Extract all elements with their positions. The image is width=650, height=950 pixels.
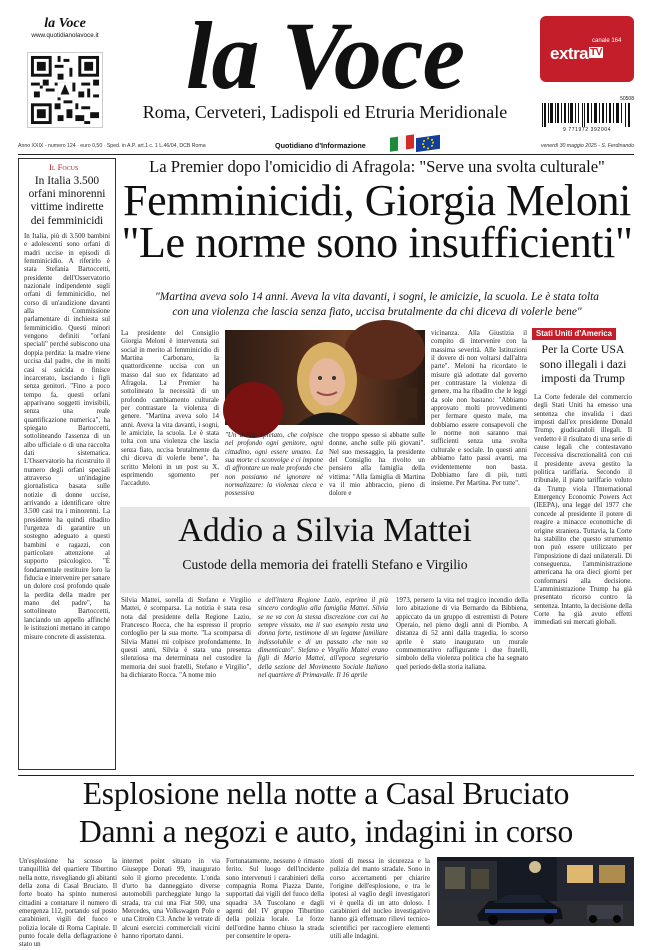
qr-title: la Voce — [44, 16, 86, 31]
casal-headline-1[interactable]: Esplosione nella notte a Casal Bruciato — [82, 776, 570, 811]
main-kicker: La Premier dopo l'omicidio di Afragola: "Serve una svolta culturale" — [149, 157, 605, 176]
barcode — [540, 96, 634, 136]
main-headline-1[interactable]: Femminicidi, Giorgia Meloni — [123, 176, 631, 225]
main-col-3: che troppo spesso si abbatte sulle donne, anche sulle più giovani". Nel suo messaggio, la presidente del Consiglio ha rivolto un pensiero alla famiglia della vittima: "Alla famiglia di Martina va il mio abbraccio, pieno di dolore e — [329, 432, 425, 498]
mattei-band — [120, 507, 530, 593]
main-headline-2[interactable]: "Le norme sono insufficienti" — [121, 218, 633, 267]
casal-col-1: Un'esplosione ha scosso la tranquillità del quartiere Tiburtino nella notte, risvegliando gli abitanti della zona di Casal Bruciato. Il forte boato ha spinto numerosi cittadini a contattare il numero di emergenza 112, portando sul posto carabinieri, vigili del fuoco e polizia locale di Roma Capitale. Il punto focale della deflagrazione è stato un — [19, 858, 117, 949]
mattei-col-1: Silvia Mattei, sorella di Stefano e Virgilio Mattei, è scomparsa. La notizia è stata resa nota dal presidente della Regione Lazio, Francesco Rocca, che ha espresso il proprio cordoglio per la sua morte. "La scomparsa di Silvia Mattei mi colpisce profondamente. In questi anni, Silvia è stata una presenza silenziosa ma determinata nel custodire la memoria dei suoi fratelli, Stefano e Virgilio", ha dichiarato Rocca. "A nome mio — [121, 597, 251, 680]
main-col-4: vicinanza. Alla Giustizia il compito di intervenire con la massima severità. Alle Istituzioni il dovere di non voltarsi dall'altra parte". Meloni ha ricordato le misure già adottate dal governo per contrastare la violenza di genere, ma ha ribadito che le leggi da sole non bastano: "Abbiamo approvato molti provvedimenti per fermare questo male, ma dobbiamo essere consapevoli che le norme non saranno mai sufficienti senza una svolta culturale e sociale. In questi anni abbiamo fatto passi avanti, ma evidentemente non basta. Dobbiamo fare di più, tutti insieme. Per Martina. Per tutte". — [431, 330, 527, 488]
tv-name — [550, 44, 603, 64]
qr-code — [27, 52, 103, 128]
date-info: venerdì 30 maggio 2025 - S. Ferdinando — [540, 143, 634, 149]
tagline: Quotidiano d'Informazione — [275, 141, 366, 150]
meloni-portrait — [225, 330, 425, 425]
casal-photo — [437, 857, 634, 926]
main-quote-line-1: "Martina aveva solo 14 anni. Aveva la vita davanti, i sogni, le amicizie, la scuola. Le è stata tolta — [154, 291, 599, 303]
focus-kicker: Il Focus — [49, 162, 79, 172]
mattei-headline[interactable]: Addio a Silvia Mattei — [178, 512, 472, 549]
tv-name-extra: extra — [550, 44, 589, 63]
focus-headline[interactable]: In Italia 3.500 orfani minorenni vittime indirette dei femminicidi — [28, 175, 106, 227]
casal-col-2: internet point situato in via Giuseppe Donati 99, inaugurato solo il giorno precedente. L'onda d'urto ha danneggiato diverse automobili parcheggiate lungo la strada, tra cui una Fiat 500, una Mercedes, una Volkswagen Polo e una Citroën C3. Anche le vetrate di alcuni esercizi commerciali vicini hanno riportato danni. — [122, 858, 220, 941]
qr-url: www.quotidianolavoce.it — [31, 32, 99, 39]
edition-info: Anno XXIX - numero 124 · euro 0,50 · Sped. in A.P. art.1 c. 1 L.46/04, DCB Roma — [18, 143, 206, 149]
usa-box — [532, 328, 634, 770]
tv-name-tv: TV — [590, 47, 602, 58]
main-col-1: La presidente del Consiglio Giorgia Meloni è intervenuta sui social in merito al femminicidio di Martina Carbonaro, la quattordicenne uccisa con un masso dal suo ex fidanzato ad Afragola. La Premier ha sottolineato la necessità di un profondo cambiamento culturale per contrastare la violenza di genere. "Martina aveva solo 14 anni. Aveva la vita davanti, i sogni, le amicizie, la scuola. Le è stata tolta con una violenza che lascia senza fiato, uccisa brutalmente da chi diceva di volerle bene", ha scritto Meloni in un post su X, esprimendo sgomento per l'accaduto. — [121, 330, 219, 488]
casal-col-4: zioni di messa in sicurezza e la pulizia del manto stradale. Sono in corso accertamenti per chiarire l'origine dell'esplosione, e tra le ipotesi al vaglio degli investigatori vi è quella di un atto doloso. I carabinieri del nucleo investigativo hanno già effettuato rilievi tecnico-scientifici per raccogliere elementi utili alle indagini. — [330, 858, 430, 941]
newspaper-subtitle: Roma, Cerveteri, Ladispoli ed Etruria Meridionale — [142, 102, 508, 122]
usa-kicker: Stati Uniti d'America — [532, 328, 616, 340]
main-quote-line-2: con una violenza che lascia senza fiato, uccisa brutalmente da chi diceva di volerle bene" — [172, 305, 582, 318]
newspaper-title[interactable]: la Voce — [185, 2, 465, 109]
extra-tv-logo[interactable] — [540, 16, 634, 82]
barcode-number: 9 771972 392004 — [563, 127, 611, 133]
casal-col-3: Fortunatamente, nessuno è rimasto ferito. Sul luogo dell'incidente sono intervenuti i carabinieri della compagnia Roma Piazza Dante, supportati dai vigili del fuoco della squadra 3A Tuscolano e dagli agenti del IV gruppo Tiburtino della polizia locale. Le forze dell'ordine hanno chiuso la strada per consentire le opera- — [226, 858, 324, 941]
tv-channel: canale 164 — [592, 38, 622, 44]
barcode-bars — [542, 103, 632, 127]
mattei-col-3: 1973, persero la vita nel tragico incendio della loro abitazione di via Bernardo da Bibbiena, appiccato da un gruppo di estremisti di Potere Operaio, nel pieno degli anni di Piombo. A distanza di 52 anni dalla tragedia, lo scorso aprile è stato inaugurato un murale commemorativo raffigurante i due fratelli, simbolo della violenza politica che ha segnato quel periodo della storia italiana. — [396, 597, 528, 671]
meloni-photo — [225, 330, 425, 425]
usa-headline[interactable]: Per la Corte USA sono illegali i dazi imposti da Trump — [539, 342, 627, 386]
mattei-col-2: e dell'intera Regione Lazio, esprimo il più sincero cordoglio alla famiglia Mattei. Silvia se ne va con la stessa discrezione con cui ha sempre vissuto, ma il suo esempio resta una donna forte, testimone di un legame familiare indissolubile e di un passato che non va dimenticato". Stefano e Virgilio Mattei erano figli di Mario Mattei, all'epoca segretario della sezione del Movimento Sociale Italiano nel quartiere di Primavalle. Il 16 aprile — [258, 597, 388, 680]
masthead — [120, 2, 530, 122]
flags-icon — [388, 128, 446, 156]
casal-scene — [437, 857, 634, 926]
casal-headline-2[interactable]: Danni a negozi e auto, indagini in corso — [78, 814, 574, 849]
usa-body: La Corte federale del commercio degli Stati Uniti ha emesso una sentenza che invalida i dazi imposti dall'ex presidente Donald Trump, giudicandoli illegali. Il verdetto è il risultato di una serie di cause legali che contestavano l'eccessiva discrezionalità con cui il presidente aveva gestito la politica tariffaria. Secondo il tribunale, il piano tariffario voluto da Trump viola l'International Emergency Economic Powers Act (IEEPA), una legge del 1977 che concede al presidente il potere di reagire a minacce economiche di origine straniera. Tuttavia, la Corte ha stabilito che questo strumento non può essere utilizzato per l'imposizione di dazi unilaterali. Di conseguenza, l'amministrazione americana ha ora dieci giorni per conformarsi alla decisione. L'amministrazione Trump ha già presentato ricorso contro la sentenza. Intanto, la decisione della Corte ha già avuto effetti immediati sui mercati globali. — [534, 394, 632, 627]
mattei-subhead: Custode della memoria dei fratelli Stefano e Virgilio — [182, 557, 468, 572]
edition-info-bar — [18, 140, 634, 152]
main-quote — [120, 290, 634, 319]
focus-body: In Italia, più di 3.500 bambini e adolescenti sono orfani di madri uccise in episodi di femminicidio. A riferirlo è stata Stefania Bartoccetti, presidente dell'Osservatorio nazionale indipendente sugli orfani di femminicidio, nel corso di un'audizione davanti alla Commissione parlamentare di inchiesta sul femminicidio. Questi minori vengono definiti "orfani speciali" perché subiscono una doppia perdita: la madre viene uccisa dal padre, che in molti casi si suicida o finisce incarcerato, lasciando i figli senza genitori. "Fino a poco tempo fa, questi orfani apparivano soggetti invisibili, senza una reale quantificazione numerica", ha spiegato Bartoccetti, sottolineando l'assenza di un albo ufficiale o di una raccolta dati sistematica. L'Osservatorio ha ricostruito il numero degli orfani speciali attraverso un'indagine giornalistica basata sulle notizie di donne uccise, arrivando a identificare oltre 3.500 casi tra i minorenni. La presidente ha quindi ribadito l'urgenza di garantire un sostegno adeguato a questi bambini e ragazzi, con particolare attenzione al supporto psicologico. "È fondamentale restituire loro la fiducia e intervenire per sanare un dolore così profondo quale la perdita della madre per mano del padre", ha sottolineato Bartoccetti, lanciando un appello affinché le istituzioni mettano in campo misure concrete di assistenza. — [24, 233, 110, 641]
main-col-2: "Un delitto spietato, che colpisce nel profondo ogni genitore, ogni cittadino, ogni essere umano. La sua morte ci sconvolge e ci impone di affrontare un male profondo che non possiamo né ignorare né normalizzare: la violenza cieca e possessiva — [225, 432, 323, 498]
barcode-number-top: 50508 — [620, 96, 634, 102]
focus-box — [18, 158, 116, 770]
